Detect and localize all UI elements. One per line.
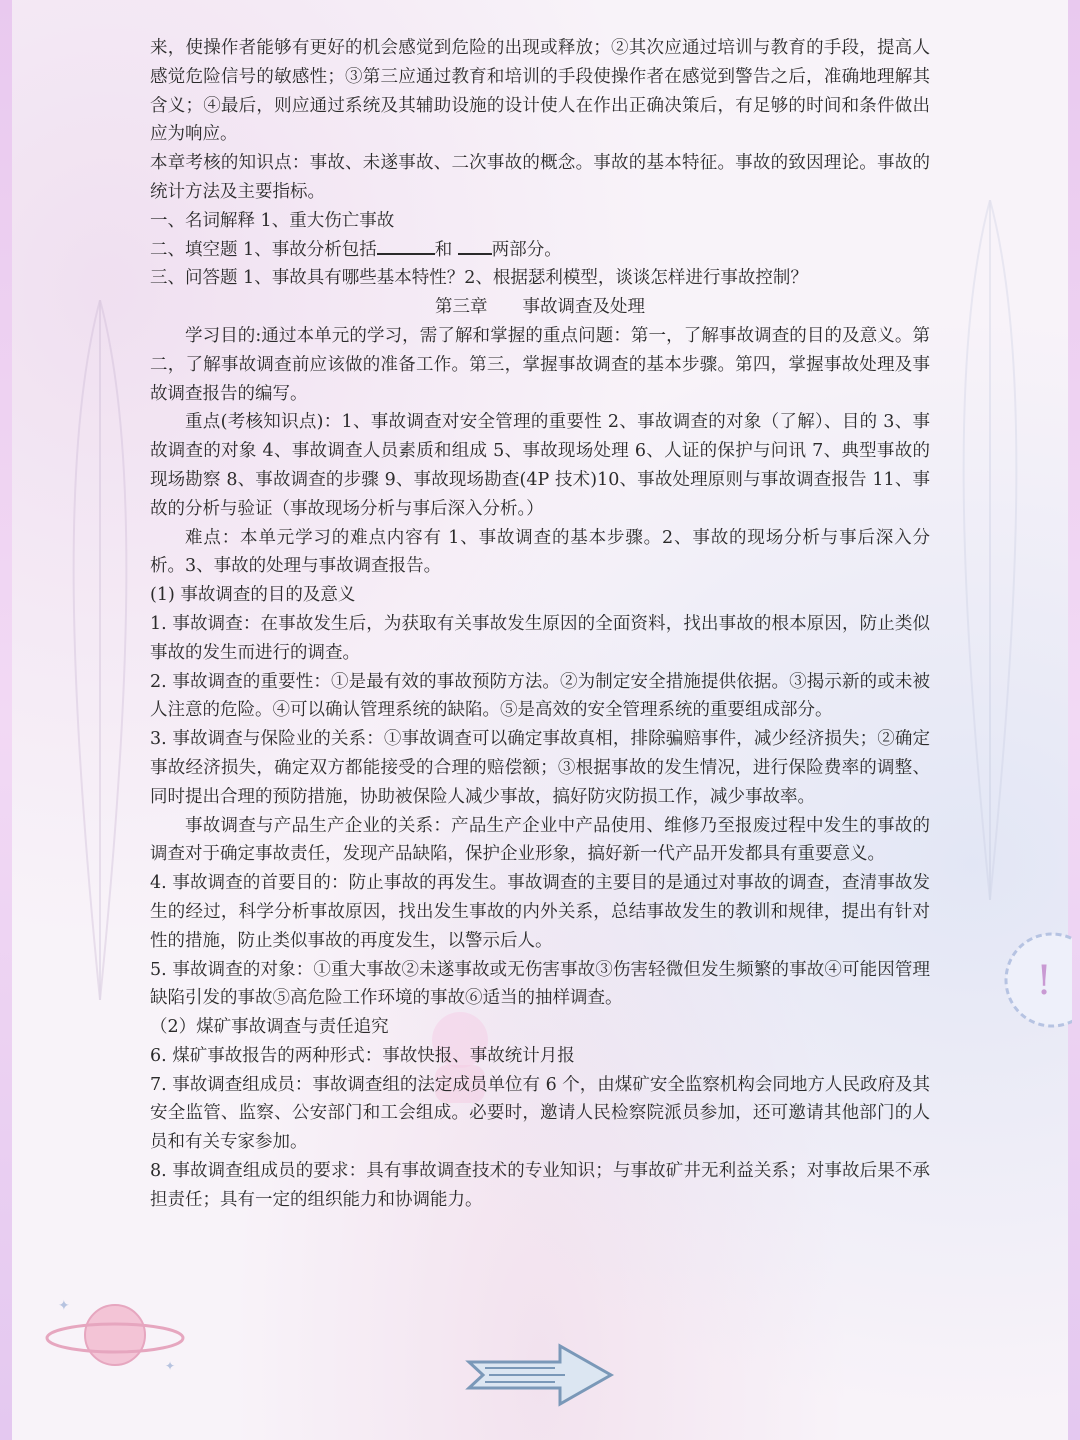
svg-text:✦: ✦ bbox=[165, 1359, 176, 1373]
paragraph: 5. 事故调查的对象：①重大事故②未遂事故或无伤害事故③伤害轻微但发生频繁的事故④可能因管理缺陷引发的事故⑤高危险工作环境的事故⑥适当的抽样调查。 bbox=[150, 959, 930, 1009]
question-heading: 三、问答题 1、事故具有哪些基本特性？2、根据瑟利模型，谈谈怎样进行事故控制？ bbox=[150, 268, 808, 289]
section-heading: (1) 事故调查的目的及意义 bbox=[150, 585, 356, 606]
lace-badge-icon bbox=[992, 920, 1072, 1040]
paragraph: 7. 事故调查组成员：事故调查组的法定成员单位有 6 个，由煤矿安全监察机构会同地方人民政府及其安全监管、监察、公安部门和工会组成。必要时，邀请人民检察院派员参加，还可邀请其他部门的人员和有关专家参加。 bbox=[150, 1074, 930, 1153]
question-heading: 一、名词解释 1、重大伤亡事故 bbox=[150, 210, 395, 231]
fill-blank-and: 和 bbox=[434, 239, 453, 260]
svg-text:!: ! bbox=[1036, 958, 1053, 1004]
feather-decoration-right bbox=[930, 200, 1050, 900]
answer-blank[interactable] bbox=[377, 237, 435, 255]
paragraph: 2. 事故调查的重要性：①是最有效的事故预防方法。②为制定安全措施提供依据。③揭示新的或未被人注意的危险。④可以确认管理系统的缺陷。⑤是高效的安全管理系统的重要组成部分。 bbox=[150, 671, 930, 721]
chapter-title: 第三章 事故调查及处理 bbox=[435, 297, 645, 318]
fill-blank-tail: 两部分。 bbox=[491, 239, 562, 260]
paragraph: 来，使操作者能够有更好的机会感觉到危险的出现或释放；②其次应通过培训与教育的手段，提高人感觉危险信号的敏感性；③第三应通过教育和培训的手段使操作者在感觉到警告之后，准确地理解其含义；④最后，则应通过系统及其辅助设施的设计使人在作出正确决策后，有足够的时间和条件做出应为响应。 bbox=[150, 38, 930, 145]
paragraph: 本章考核的知识点：事故、未遂事故、二次事故的概念。事故的基本特征。事故的致因理论。事故的统计方法及主要指标。 bbox=[150, 153, 930, 202]
paragraph: 学习目的:通过本单元的学习，需了解和掌握的重点问题：第一，了解事故调查的目的及意义。第二，了解事故调查前应该做的准备工作。第三，掌握事故调查的基本步骤。第四，掌握事故处理及事故调查报告的编写。 bbox=[150, 325, 930, 404]
fill-blank-text: 二、填空题 1、事故分析包括 bbox=[150, 239, 377, 260]
paragraph: 1. 事故调查：在事故发生后，为获取有关事故发生原因的全面资料，找出事故的根本原因，防止类似事故的发生而进行的调查。 bbox=[150, 613, 930, 663]
paragraph: 难点：本单元学习的难点内容有 1、事故调查的基本步骤。2、事故的现场分析与事后深入分析。3、事故的处理与事故调查报告。 bbox=[150, 527, 930, 577]
paragraph: 4. 事故调查的首要目的：防止事故的再发生。事故调查的主要目的是通过对事故的调查，查清事故发生的经过，科学分析事故原因，找出发生事故的内外关系，总结事故发生的教训和规律，提出有针对性的措施，防止类似事故的再度发生，以警示后人。 bbox=[150, 873, 930, 951]
right-border bbox=[1068, 0, 1080, 1440]
left-border bbox=[0, 0, 12, 1440]
section-heading: （2）煤矿事故调查与责任追究 bbox=[150, 1017, 389, 1038]
paragraph: 重点(考核知识点)：1、事故调查对安全管理的重要性 2、事故调查的对象（了解）、目的 3、事故调查的对象 4、事故调查人员素质和组成 5、事故现场处理 6、人证的保护与问讯 7、典型事故的现场勘察 8、事故调查的步骤 9、事故现场勘查(4P 技术)10、事故处理原则与事故调查报告 11、事故的分析与验证（事故现场分析与事后深入分析。） bbox=[150, 412, 930, 519]
paragraph: 3. 事故调查与保险业的关系：①事故调查可以确定事故真相，排除骗赔事件，减少经济损失；②确定事故经济损失，确定双方都能接受的合理的赔偿额；③根据事故的发生情况，进行保险费率的调整、同时提出合理的预防措施，协助被保险人减少事故，搞好防灾防损工作，减少事故率。 bbox=[150, 729, 930, 807]
feather-decoration-left bbox=[40, 300, 160, 1000]
fill-blank-question bbox=[150, 236, 930, 265]
answer-blank[interactable] bbox=[458, 237, 492, 255]
svg-text:✦: ✦ bbox=[58, 1298, 70, 1314]
paragraph: 6. 煤矿事故报告的两种形式：事故快报、事故统计月报 bbox=[150, 1045, 575, 1066]
paragraph: 8. 事故调查组成员的要求：具有事故调查技术的专业知识；与事故矿井无利益关系；对事故后果不承担责任；具有一定的组织能力和协调能力。 bbox=[150, 1161, 930, 1210]
planet-icon bbox=[40, 1290, 190, 1380]
paragraph: 事故调查与产品生产企业的关系：产品生产企业中产品使用、维修乃至报废过程中发生的事故的调查对于确定事故责任，发现产品缺陷，保护企业形象，搞好新一代产品开发都具有重要意义。 bbox=[150, 815, 930, 865]
document-body bbox=[150, 34, 930, 1215]
next-page-arrow-icon[interactable] bbox=[465, 1340, 615, 1410]
